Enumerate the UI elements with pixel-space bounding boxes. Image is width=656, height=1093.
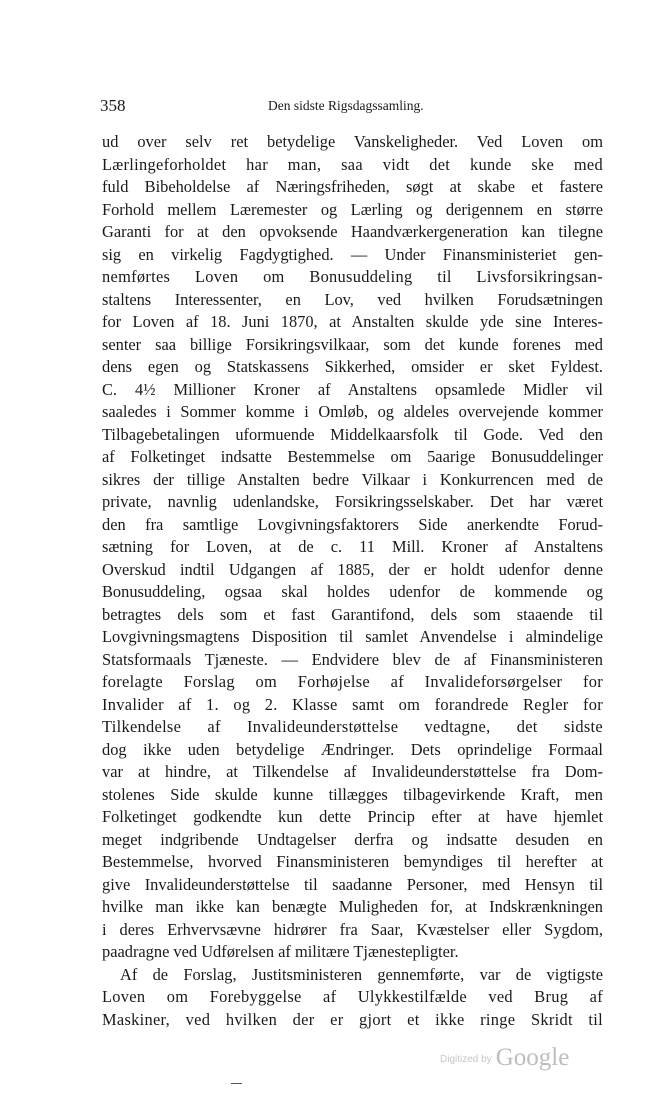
body-line: Bonusuddeling, ogsaa skal holdes udenfor de kommende og — [102, 582, 603, 601]
body-line: dens egen og Statskassens Sikkerhed, omsider er sket Fyldest. — [102, 357, 603, 376]
body-line: Maskiner, ved hvilken der er gjort et ikke ringe Skridt til — [102, 1009, 603, 1029]
body-line: Bestemmelse, hvorved Finansministeren bemyndiges til herefter at — [102, 852, 603, 871]
body-line: staltens Interessenter, en Lov, ved hvilken Forudsætningen — [102, 289, 603, 309]
body-line: dog ikke uden betydelige Ændringer. Dets oprindelige Formaal — [102, 739, 603, 759]
watermark-prefix: Digitized by — [440, 1054, 492, 1065]
body-line: nemførtes Loven om Bonusuddeling til Livsforsikringsan- — [102, 267, 603, 286]
body-line: Loven om Forebyggelse af Ulykkestilfælde ved Brug af — [102, 987, 603, 1006]
body-line: paadragne ved Udførelsen af militære Tjænestepligter. — [102, 942, 459, 961]
body-line: Garanti for at den opvoksende Haandværkergeneration kan tilegne — [102, 222, 603, 241]
digitized-by-google-watermark — [440, 1044, 569, 1072]
body-line: meget indgribende Undtagelser derfra og indsatte desuden en — [102, 829, 603, 849]
body-line: Folketinget godkendte kun dette Princip efter at have hjemlet — [102, 807, 603, 826]
body-line: stolenes Side skulde kunne tillægges tilbagevirkende Kraft, men — [102, 784, 603, 804]
body-line: Overskud indtil Udgangen af 1885, der er holdt udenfor denne — [102, 559, 603, 579]
body-line: af Folketinget indsatte Bestemmelse om 5aarige Bonusuddelinger — [102, 447, 603, 466]
body-line: sig en virkelig Fagdygtighed. — Under Finansministeriet gen- — [102, 244, 603, 264]
body-text — [102, 131, 603, 1031]
body-line: sætning for Loven, at de c. 11 Mill. Kroner af Anstaltens — [102, 537, 603, 556]
body-line: C. 4½ Millioner Kroner af Anstaltens opsamlede Midler vil — [102, 379, 603, 399]
body-line: Tilbagebetalingen uformuende Middelkaarsfolk til Gode. Ved den — [102, 424, 603, 444]
body-line: Statsformaals Tjæneste. — Endvidere blev de af Finansministeren — [102, 649, 603, 669]
body-line: betragtes dels som et fast Garantifond, dels som staaende til — [102, 604, 603, 624]
bottom-dash-mark — [231, 1083, 242, 1084]
body-line: forelagte Forslag om Forhøjelse af Invalideforsørgelser for — [102, 672, 603, 691]
body-line: Lovgivningsmagtens Disposition til samlet Anvendelse i almindelige — [102, 627, 603, 646]
body-line: Af de Forslag, Justitsministeren gennemførte, var de vigtigste — [120, 964, 603, 984]
body-line: for Loven af 18. Juni 1870, at Anstalten skulde yde sine Interes- — [102, 312, 603, 331]
body-line: den fra samtlige Lovgivningsfaktorers Side anerkendte Forud- — [102, 514, 603, 534]
body-line: Forhold mellem Læremester og Lærling og derigennem en større — [102, 199, 603, 219]
body-line: Invalider af 1. og 2. Klasse samt om forandrede Regler for — [102, 694, 603, 714]
body-line: i deres Erhvervsævne hidrører fra Saar, Kvæstelser eller Sygdom, — [102, 919, 603, 939]
body-line: ud over selv ret betydelige Vanskeligheder. Ved Loven om — [102, 132, 603, 151]
body-line: var at hindre, at Tilkendelse af Invalideunderstøttelse fra Dom- — [102, 762, 603, 781]
page-number: 358 — [100, 96, 126, 115]
body-line: hvilke man ikke kan benægte Muligheden for, at Indskrænkningen — [102, 897, 603, 916]
body-line: saaledes i Sommer komme i Omløb, og aldeles overvejende kommer — [102, 402, 603, 421]
watermark-brand: Google — [495, 1044, 570, 1071]
body-line: senter saa billige Forsikringsvilkaar, som det kunde forenes med — [102, 334, 603, 354]
body-line: give Invalideunderstøttelse til saadanne Personer, med Hensyn til — [102, 874, 603, 894]
body-line: sikres der tillige Anstalten bedre Vilkaar i Konkurrencen med de — [102, 469, 603, 489]
running-head: Den sidste Rigsdagssamling. — [268, 98, 424, 113]
body-line: private, navnlig udenlandske, Forsikringsselskaber. Det har været — [102, 492, 603, 511]
body-line: Lærlingeforholdet har man, saa vidt det kunde ske med — [102, 154, 603, 174]
body-line: Tilkendelse af Invalideunderstøttelse vedtagne, det sidste — [102, 717, 603, 736]
body-line: fuld Bibeholdelse af Næringsfriheden, søgt at skabe et fastere — [102, 177, 603, 196]
